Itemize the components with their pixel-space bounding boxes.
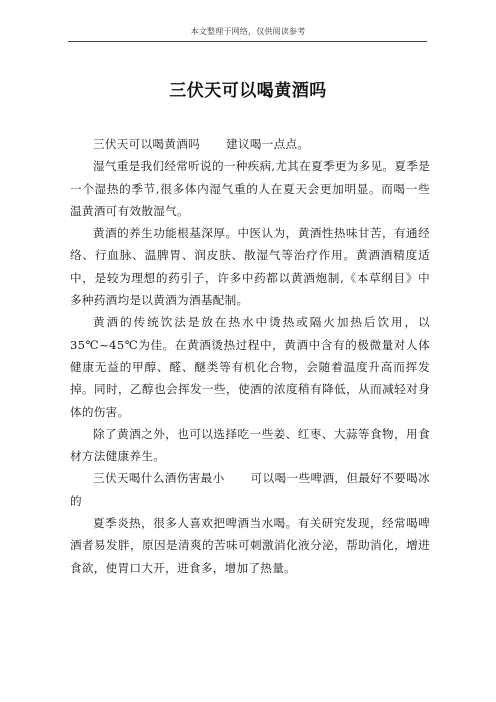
subtitle-tail: 建议喝一点点。 — [226, 137, 310, 151]
document-body — [70, 133, 430, 579]
paragraph-dampness: 湿气重是我们经常听说的一种疾病,尤其在夏季更为多见。夏季是一个湿热的季节,很多体内湿气重的人在夏天会更加明显。而喝一些温黄酒可有效散湿气。 — [70, 159, 431, 218]
subtitle-lead: 三伏天可以喝黄酒吗 — [93, 137, 201, 151]
question-tail: 可以喝一些啤酒，但最好不要喝冰的 — [70, 471, 430, 508]
page-header-note: 本文整理于网络，仅供阅读参考 — [190, 27, 306, 36]
paragraph-health-benefits: 黄酒的养生功能根基深厚。中医认为，黄酒性热味甘苦，有通经络、行血脉、温脾胃、润皮肤、散湿气等治疗作用。黄酒酒精度适中，是较为理想的药引子，许多中药都以黄酒炮制,《本草纲目》中多种药酒均是以黄酒为酒基配制。 — [70, 226, 430, 308]
paragraph-beer: 夏季炎热，很多人喜欢把啤酒当水喝。有关研究发现，经常喝啤酒者易发胖，原因是清爽的苦味可刺激消化液分泌，帮助消化，增进食欲，使胃口大开，进食多，增加了热量。 — [70, 516, 430, 575]
question-lead: 三伏天喝什么酒伤害最小 — [93, 471, 225, 486]
question-line — [70, 467, 430, 512]
header-divider — [68, 41, 427, 42]
paragraph-drinking-method: 黄酒的传统饮法是放在热水中烫热或隔火加热后饮用，以 35℃~45℃为佳。在黄酒烫热过程中，黄酒中含有的极微量对人体健康无益的甲醇、醛、醚类等有机化合物，会随着温度升高而挥发掉。同时，乙醇也会挥发一些，使酒的浓度稍有降低，从而减轻对身体的伤害。 — [70, 315, 430, 419]
subtitle-line — [70, 133, 430, 155]
paragraph-other-foods: 除了黄酒之外，也可以选择吃一些姜、红枣、大蒜等食物，用食材方法健康养生。 — [70, 426, 430, 464]
document-title: 三伏天可以喝黄酒吗 — [169, 81, 327, 101]
